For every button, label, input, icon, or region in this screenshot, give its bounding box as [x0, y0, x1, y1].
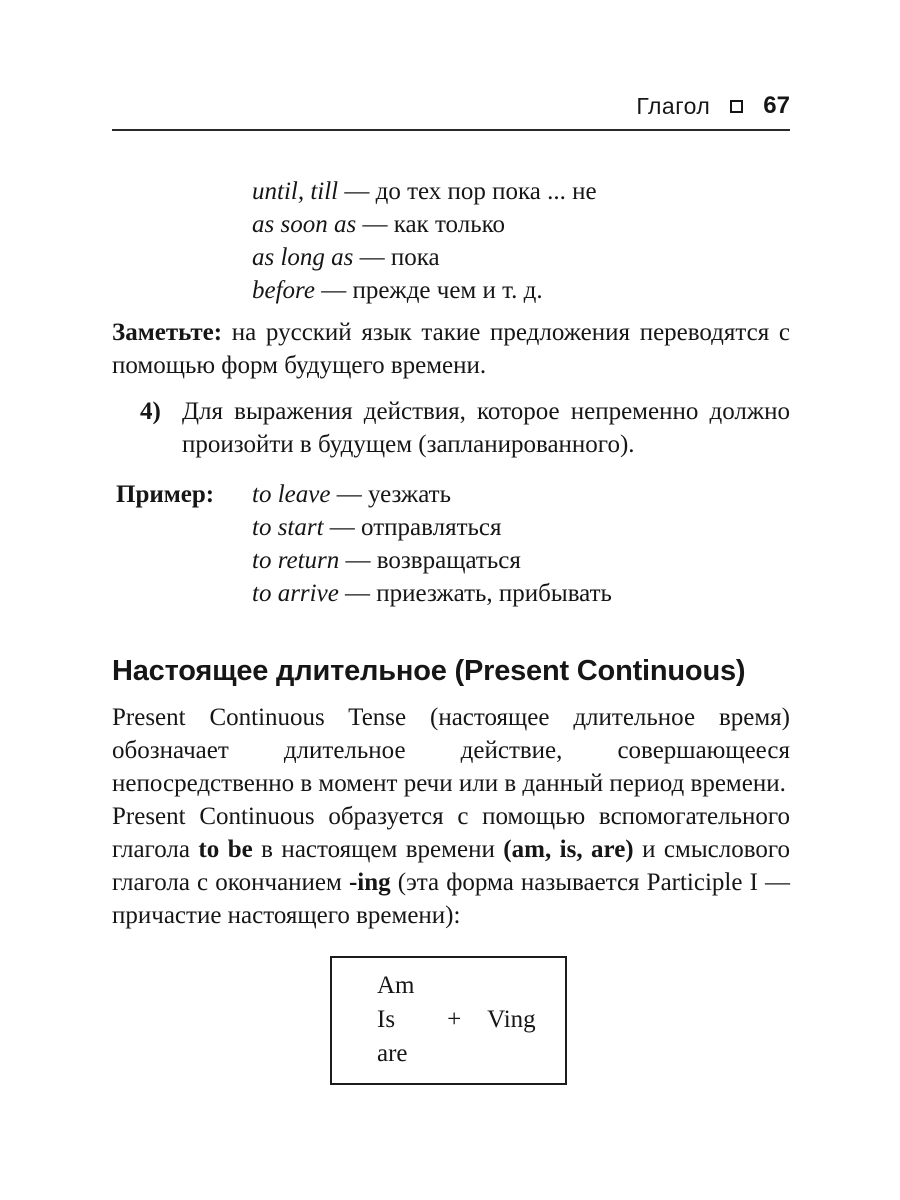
conjunction-translation: — пока	[359, 244, 440, 271]
paragraph-segment-bold: -ing	[348, 869, 391, 896]
page-content	[112, 0, 790, 1085]
header-page-number: 67	[763, 92, 790, 119]
conjunction-term: until, till	[252, 178, 339, 205]
paragraph-segment-bold: (am, is, are)	[503, 836, 634, 863]
paragraph-segment: Present Continuous образуется с помощью вспомогательного глагола	[112, 803, 790, 863]
formula-line-2	[377, 1003, 565, 1037]
item-text: Для выражения действия, которое непременно должно произойти в будущем (запланированного).	[182, 398, 790, 458]
list-item	[252, 577, 612, 610]
conjunction-translation: — до тех пор пока ... не	[344, 178, 597, 205]
note-text: на русский язык такие предложения переводятся с помощью форм будущего времени.	[112, 319, 790, 379]
list-item	[252, 511, 612, 544]
conjunction-translation: — прежде чем и т. д.	[321, 277, 543, 304]
item-number: 4)	[140, 398, 161, 425]
example-term: to leave	[252, 481, 331, 508]
formula-line-3	[377, 1037, 565, 1071]
formula-line-1	[377, 969, 565, 1003]
formula-ving: Ving	[487, 1006, 536, 1033]
example-term: to return	[252, 547, 340, 574]
example-term: to start	[252, 514, 324, 541]
section-heading: Настоящее длительное (Present Continuous)	[112, 655, 746, 687]
note-paragraph	[112, 316, 790, 382]
formula-is: Is	[377, 1006, 396, 1033]
conjunction-term: before	[252, 277, 315, 304]
paragraph-segment: (эта форма называется Participle I — причастие настоящего времени):	[112, 869, 791, 929]
formula-are: are	[377, 1040, 408, 1067]
page-header	[112, 92, 790, 120]
header-section-title: Глагол	[636, 92, 711, 119]
conjunction-translation: — как только	[362, 211, 505, 238]
header-rule	[112, 129, 790, 131]
list-item	[252, 241, 790, 274]
example-translation: — отправляться	[329, 514, 502, 541]
note-label: Заметьте:	[112, 319, 223, 346]
example-items	[252, 478, 612, 610]
example-translation: — уезжать	[336, 481, 451, 508]
paragraph-segment-bold: to be	[198, 836, 253, 863]
example-label: Пример:	[116, 481, 215, 508]
conjunction-term: as soon as	[252, 211, 357, 238]
list-item	[252, 274, 790, 307]
numbered-item-4	[112, 395, 790, 461]
paragraph-segment: и смыслового глагола с окончанием	[112, 836, 790, 896]
example-translation: — возвращаться	[345, 547, 521, 574]
plus-sign: +	[447, 1006, 462, 1033]
example-term: to arrive	[252, 580, 339, 607]
example-block	[112, 478, 790, 610]
list-item	[252, 175, 790, 208]
formula-box	[330, 956, 567, 1085]
example-translation: — приезжать, прибывать	[345, 580, 612, 607]
paragraph-present-continuous-definition: Present Continuous Tense (настоящее длительное время) обозначает длительное действие, совершающееся непосредственно в момент речи или в данный период времени.	[112, 704, 790, 797]
square-bullet-icon	[730, 100, 743, 113]
list-item	[252, 478, 612, 511]
list-item	[252, 208, 790, 241]
formula-am: Am	[377, 972, 415, 999]
paragraph-segment: в настоящем времени	[252, 836, 504, 863]
list-item	[252, 544, 612, 577]
conjunction-list	[252, 175, 790, 307]
conjunction-term: as long as	[252, 244, 354, 271]
paragraph-present-continuous-formation	[112, 800, 790, 932]
